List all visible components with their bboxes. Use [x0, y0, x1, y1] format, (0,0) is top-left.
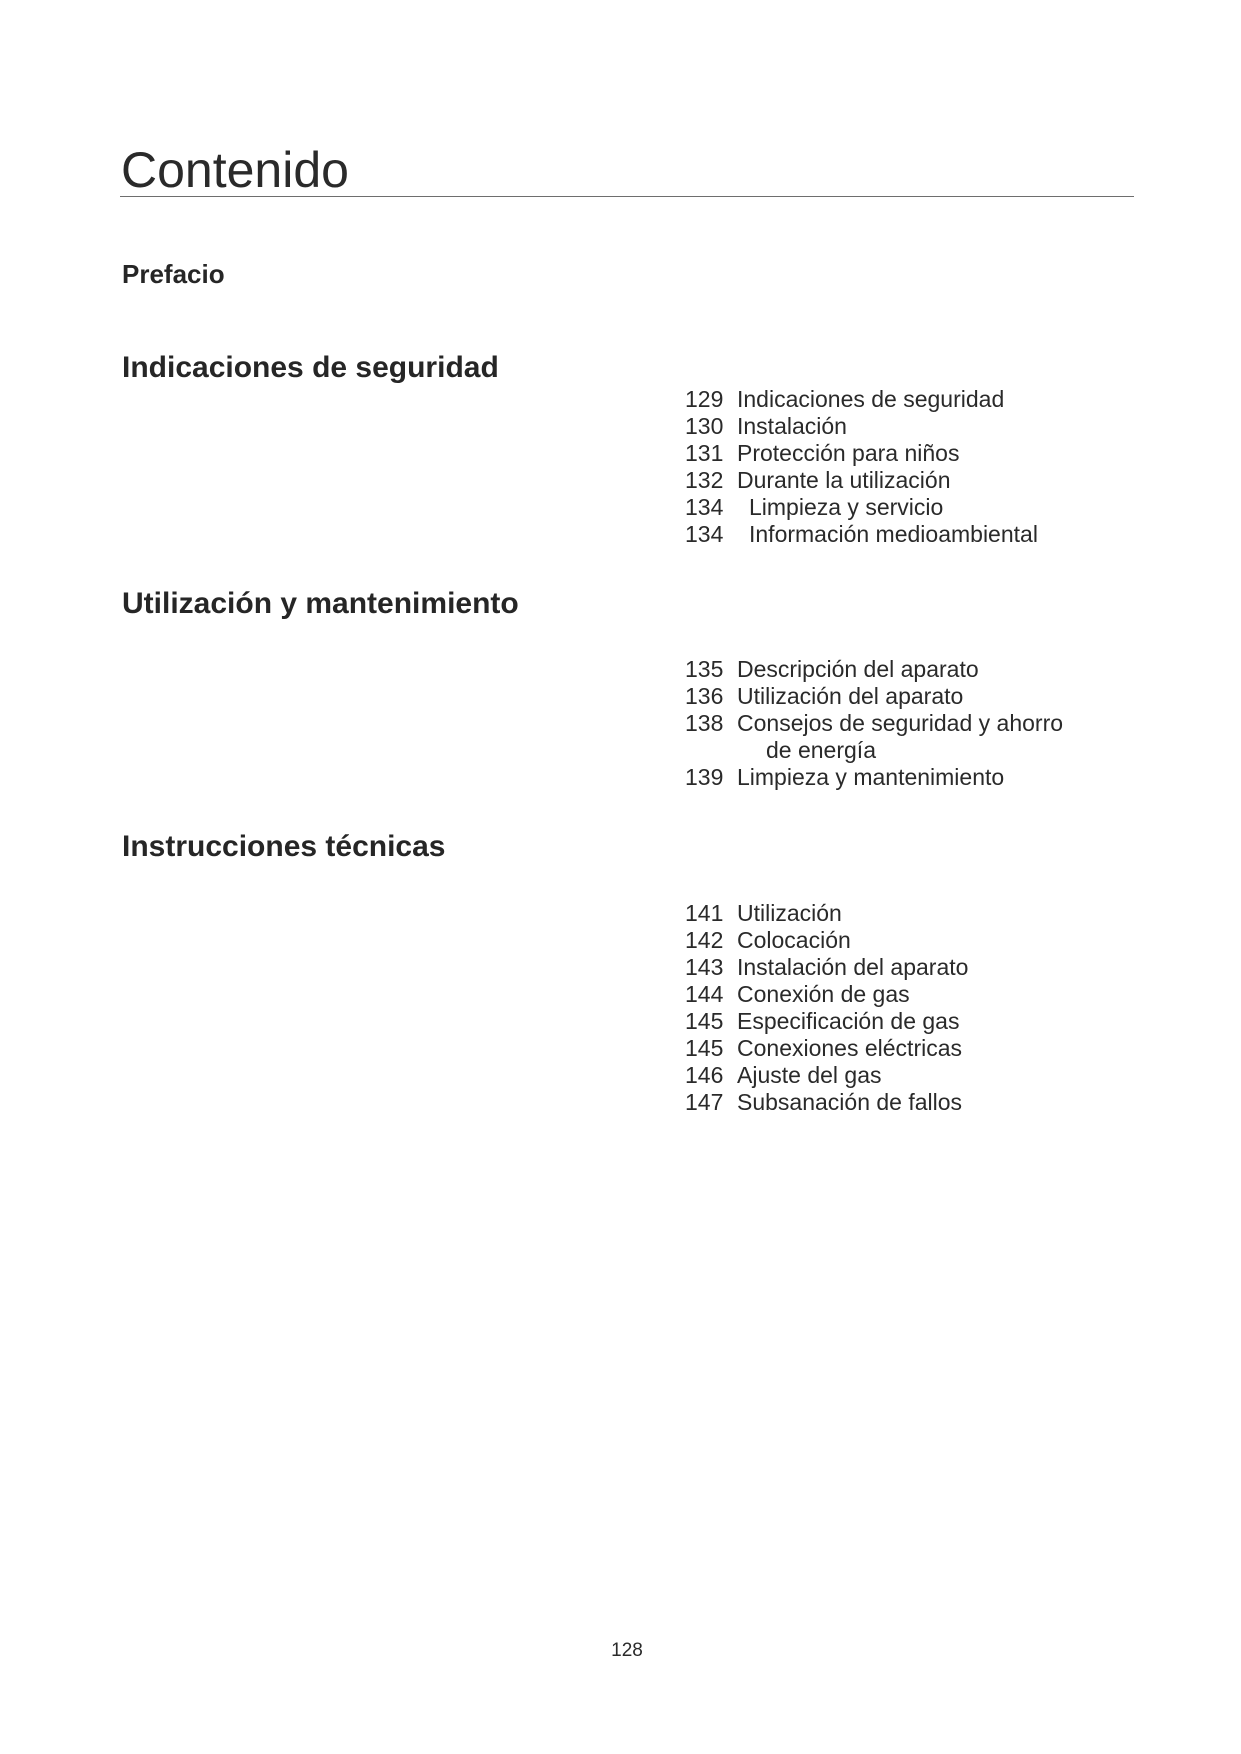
toc-entry-title: Indicaciones de seguridad [737, 386, 1005, 412]
toc-entry [685, 927, 1125, 954]
toc-entry [685, 683, 1125, 710]
toc-entry-title: Utilización [737, 900, 842, 926]
toc-entry [685, 494, 1125, 521]
toc-entry-title: Conexiones eléctricas [737, 1035, 963, 1061]
toc-entry [685, 900, 1125, 927]
toc-entry [685, 1035, 1125, 1062]
toc-page-number: 139 [685, 764, 724, 790]
toc-entry-title: Conexión de gas [737, 981, 910, 1007]
toc-entry-title: Subsanación de fallos [737, 1089, 963, 1115]
toc-page-number: 141 [685, 900, 724, 926]
toc-entry-title: Instalación del aparato [737, 954, 969, 980]
toc-page-number: 131 [685, 440, 724, 466]
toc-entry-title: Colocación [737, 927, 851, 953]
toc-entry [685, 386, 1125, 413]
toc-page-number: 143 [685, 954, 724, 980]
toc-entry [685, 710, 1125, 764]
toc-page-number: 147 [685, 1089, 724, 1115]
title-divider [120, 196, 1134, 197]
toc-entry-title: Ajuste del gas [737, 1062, 882, 1088]
toc-entry [685, 1008, 1125, 1035]
toc-page-number: 146 [685, 1062, 724, 1088]
toc-page-number: 134 [685, 521, 724, 547]
toc-list-instrucciones-tecnicas [685, 900, 1125, 1116]
toc-entry-title: Durante la utilización [737, 467, 951, 493]
toc-entry-title: Limpieza y mantenimiento [737, 764, 1005, 790]
toc-entry [685, 440, 1125, 467]
toc-page-number: 145 [685, 1008, 724, 1034]
toc-entry-title: Especificación de gas [737, 1008, 960, 1034]
section-heading-instrucciones-tecnicas: Instrucciones técnicas [122, 830, 446, 863]
toc-entry-title: Protección para niños [737, 440, 960, 466]
toc-entry [685, 1089, 1125, 1116]
toc-entry-title: Descripción del aparato [737, 656, 979, 682]
toc-page-number: 132 [685, 467, 724, 493]
toc-entry [685, 1062, 1125, 1089]
toc-page-number: 144 [685, 981, 724, 1007]
toc-entry-title: Información medioambiental [749, 521, 1038, 547]
toc-entry-title: Utilización del aparato [737, 683, 964, 709]
toc-page-number: 136 [685, 683, 724, 709]
toc-entry [685, 981, 1125, 1008]
toc-page-number: 142 [685, 927, 724, 953]
page-number: 128 [611, 1640, 643, 1661]
section-heading-prefacio: Prefacio [122, 259, 225, 289]
section-heading-utilizacion-y-mantenimiento: Utilización y mantenimiento [122, 587, 519, 620]
toc-page-number: 134 [685, 494, 724, 520]
toc-entry [685, 467, 1125, 494]
toc-entry-title-continued: de energía [766, 737, 876, 763]
toc-entry [685, 764, 1125, 791]
toc-list-indicaciones-de-seguridad [685, 386, 1125, 548]
toc-page-number: 130 [685, 413, 724, 439]
page-title: Contenido [121, 142, 349, 198]
toc-page-number: 129 [685, 386, 724, 412]
toc-entry [685, 954, 1125, 981]
toc-entry-title: Limpieza y servicio [749, 494, 944, 520]
toc-page-number: 135 [685, 656, 724, 682]
toc-page-number: 138 [685, 710, 724, 736]
toc-entry-title: Consejos de seguridad y ahorro [737, 710, 1064, 736]
toc-entry [685, 656, 1125, 683]
toc-entry [685, 521, 1125, 548]
toc-page-number: 145 [685, 1035, 724, 1061]
toc-list-utilizacion-y-mantenimiento [685, 656, 1125, 791]
toc-entry [685, 413, 1125, 440]
section-heading-indicaciones-de-seguridad: Indicaciones de seguridad [122, 351, 499, 384]
toc-entry-title: Instalación [737, 413, 847, 439]
